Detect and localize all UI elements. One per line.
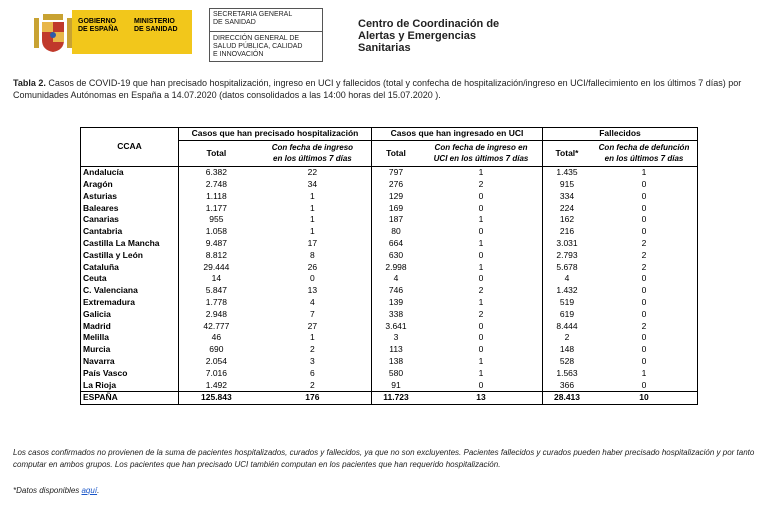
- value-cell: 1: [478, 261, 484, 272]
- table-row: [81, 226, 698, 238]
- value-cell: 1: [310, 226, 315, 237]
- value-cell: 1.492: [179, 379, 254, 391]
- value-cell: 29.444: [179, 261, 254, 273]
- value-cell: 6.382: [179, 166, 254, 178]
- direccion-line-2: SALUD PÚBLICA, CALIDAD: [213, 43, 303, 50]
- value-cell: 13: [420, 391, 543, 404]
- ccaa-name-cell: Ceuta: [81, 273, 179, 285]
- value-cell: 28.413: [543, 391, 592, 404]
- group-header-hosp: Casos que han precisado hospitalización: [179, 128, 372, 141]
- value-cell: 2: [310, 344, 315, 355]
- table-row: [81, 344, 698, 356]
- value-cell: 4: [543, 273, 592, 285]
- table-row: [81, 367, 698, 379]
- ministry-box: [209, 8, 323, 62]
- ccaa-name-cell: Murcia: [81, 344, 179, 356]
- ccaa-name-cell: Cantabria: [81, 226, 179, 238]
- value-cell: 2: [310, 379, 315, 390]
- table-row: [81, 379, 698, 391]
- value-cell: 2: [591, 249, 698, 261]
- data-availability-note: [13, 486, 99, 495]
- value-cell: 0: [591, 379, 698, 391]
- value-cell: 0: [591, 344, 698, 356]
- value-cell: 4: [310, 296, 315, 307]
- value-cell: 0: [591, 190, 698, 202]
- table-row: [81, 190, 698, 202]
- value-cell: 5.847: [179, 285, 254, 297]
- value-cell: 1.778: [179, 297, 254, 309]
- value-cell: 0: [591, 308, 698, 320]
- value-cell: 338: [372, 308, 421, 320]
- table-row: [81, 356, 698, 368]
- value-cell: 1: [478, 167, 484, 178]
- table-row: [81, 238, 698, 250]
- table-row: [81, 214, 698, 226]
- footnote-text: Los casos confirmados no provienen de la suma de pacientes hospitalizados, curados y fallecidos, ya que no son excluyentes. Pacientes fallecidos y curados pueden haber precisado hospitalización y por tanto computar en ambos grupos. Los pacientes que han precisado UCI también computan en los pacientes que han requerido hospitalización.: [13, 448, 755, 469]
- value-cell: 2.948: [179, 308, 254, 320]
- ministerio-line-1: MINISTERIO: [134, 18, 175, 25]
- ccaa-name-cell: Castilla La Mancha: [81, 238, 179, 250]
- value-cell: 664: [372, 238, 421, 250]
- value-cell: 1: [478, 237, 484, 248]
- value-cell: 1: [310, 214, 315, 225]
- value-cell: 4: [372, 273, 421, 285]
- subheader-hosp-recent-line-2: en los últimos 7 días: [273, 154, 352, 164]
- table-row: [81, 166, 698, 178]
- value-cell: 0: [478, 226, 484, 237]
- value-cell: 224: [543, 202, 592, 214]
- ccaa-header: CCAA: [81, 128, 179, 167]
- value-cell: 746: [372, 285, 421, 297]
- value-cell: 2: [591, 238, 698, 250]
- table-row: [81, 202, 698, 214]
- value-cell: 2.793: [543, 249, 592, 261]
- value-cell: 0: [591, 273, 698, 285]
- centro-line-2: Alertas y Emergencias: [358, 30, 477, 42]
- group-header-uci: Casos que han ingresado en UCI: [372, 128, 543, 141]
- value-cell: 0: [478, 249, 484, 260]
- value-cell: 1.118: [179, 190, 254, 202]
- value-cell: 1: [478, 214, 484, 225]
- caption-label: Tabla 2.: [13, 78, 46, 88]
- value-cell: 10: [591, 391, 698, 404]
- ccaa-name-cell: Extremadura: [81, 297, 179, 309]
- value-cell: 2.054: [179, 356, 254, 368]
- value-cell: 1: [591, 166, 698, 178]
- value-cell: 630: [372, 249, 421, 261]
- gobierno-line-2: DE ESPAÑA: [78, 26, 119, 33]
- ccaa-name-cell: Castilla y León: [81, 249, 179, 261]
- value-cell: 0: [591, 356, 698, 368]
- value-cell: 519: [543, 297, 592, 309]
- value-cell: 34: [307, 178, 318, 189]
- value-cell: 0: [591, 202, 698, 214]
- ccaa-name-cell: Navarra: [81, 356, 179, 368]
- value-cell: 14: [179, 273, 254, 285]
- table-row: [81, 249, 698, 261]
- ministry-divider: [210, 31, 322, 32]
- subheader-fallecidos-recent-line-1: Con fecha de defunción: [598, 143, 690, 153]
- table-row: [81, 308, 698, 320]
- value-cell: 619: [543, 308, 592, 320]
- value-cell: 162: [543, 214, 592, 226]
- group-header-fallecidos: Fallecidos: [543, 128, 698, 141]
- value-cell: 2: [478, 308, 484, 319]
- value-cell: 1.435: [543, 166, 592, 178]
- value-cell: 187: [372, 214, 421, 226]
- ccaa-name-cell: ESPAÑA: [81, 391, 179, 404]
- value-cell: 0: [478, 379, 484, 390]
- table-body: [81, 166, 698, 404]
- value-cell: 5.678: [543, 261, 592, 273]
- value-cell: 2.998: [372, 261, 421, 273]
- subheader-fallecidos-recent-line-2: en los últimos 7 días: [604, 154, 684, 164]
- value-cell: 17: [307, 237, 318, 248]
- table-row: [81, 332, 698, 344]
- value-cell: 125.843: [179, 391, 254, 404]
- table-row: [81, 179, 698, 191]
- table-caption: [13, 77, 773, 101]
- subheader-hosp-recent: [254, 140, 372, 166]
- value-cell: 169: [372, 202, 421, 214]
- value-cell: 2: [591, 320, 698, 332]
- value-cell: 0: [478, 190, 484, 201]
- availability-suffix: .: [97, 486, 100, 495]
- value-cell: 13: [307, 285, 318, 296]
- total-row: [81, 391, 698, 404]
- subheader-uci-recent: [420, 140, 543, 166]
- value-cell: 3.641: [372, 320, 421, 332]
- value-cell: 0: [478, 320, 484, 331]
- secretaria-line-2: DE SANIDAD: [213, 19, 256, 26]
- value-cell: 0: [591, 285, 698, 297]
- direccion-line-3: E INNOVACIÓN: [213, 51, 264, 58]
- value-cell: 0: [478, 332, 484, 343]
- value-cell: 8.812: [179, 249, 254, 261]
- value-cell: 1.058: [179, 226, 254, 238]
- table-row: [81, 273, 698, 285]
- ccaa-name-cell: País Vasco: [81, 367, 179, 379]
- value-cell: 334: [543, 190, 592, 202]
- caption-text: Casos de COVID-19 que han precisado hospitalización, ingreso en UCI y fallecidos (total y confecha de hospitalización/ingreso en UCI/fallecimiento en los últimos 7 días) por Comunidades Autónomas en España a 14.07.2020 (datos consolidados a las 14:00 horas del 15.07.2020 ).: [13, 78, 742, 100]
- value-cell: 2: [478, 178, 484, 189]
- value-cell: 2: [591, 261, 698, 273]
- subheader-uci-recent-line-1: Con fecha de ingreso en: [434, 143, 528, 153]
- value-cell: 129: [372, 190, 421, 202]
- value-cell: 0: [310, 273, 315, 284]
- value-cell: 27: [307, 320, 318, 331]
- coat-of-arms-icon: [34, 10, 72, 56]
- value-cell: 26: [307, 261, 318, 272]
- value-cell: 138: [372, 356, 421, 368]
- value-cell: 0: [478, 344, 484, 355]
- value-cell: 0: [478, 202, 484, 213]
- value-cell: 1: [478, 296, 484, 307]
- subheader-fallecidos-total: Total*: [543, 140, 592, 166]
- value-cell: 91: [372, 379, 421, 391]
- ccaa-name-cell: Andalucía: [81, 166, 179, 178]
- subheader-uci-total: Total: [372, 140, 421, 166]
- ccaa-name-cell: La Rioja: [81, 379, 179, 391]
- value-cell: 0: [591, 297, 698, 309]
- value-cell: 3: [372, 332, 421, 344]
- value-cell: 0: [591, 226, 698, 238]
- centro-line-3: Sanitarias: [358, 42, 411, 54]
- value-cell: 0: [478, 273, 484, 284]
- value-cell: 3: [310, 355, 315, 366]
- ccaa-name-cell: Aragón: [81, 179, 179, 191]
- value-cell: 7.016: [179, 367, 254, 379]
- table-row: [81, 297, 698, 309]
- value-cell: 3.031: [543, 238, 592, 250]
- value-cell: 8: [310, 249, 315, 260]
- value-cell: 46: [179, 332, 254, 344]
- availability-text: *Datos disponibles: [13, 486, 82, 495]
- ccaa-name-cell: Asturias: [81, 190, 179, 202]
- value-cell: 176: [254, 391, 372, 404]
- value-cell: 1: [478, 367, 484, 378]
- secretaria-line-1: SECRETARIA GENERAL: [213, 11, 293, 18]
- ccaa-name-cell: Madrid: [81, 320, 179, 332]
- value-cell: 1: [310, 332, 315, 343]
- covid-table: [80, 127, 698, 405]
- centro-line-1: Centro de Coordinación de: [358, 18, 500, 30]
- value-cell: 2.748: [179, 179, 254, 191]
- subheader-uci-recent-line-2: UCI en los últimos 7 días: [433, 154, 529, 164]
- value-cell: 690: [179, 344, 254, 356]
- value-cell: 113: [372, 344, 421, 356]
- value-cell: 22: [307, 167, 318, 178]
- value-cell: 955: [179, 214, 254, 226]
- ccaa-name-cell: Baleares: [81, 202, 179, 214]
- value-cell: 1.563: [543, 367, 592, 379]
- value-cell: 80: [372, 226, 421, 238]
- value-cell: 915: [543, 179, 592, 191]
- ccaa-name-cell: Galicia: [81, 308, 179, 320]
- value-cell: 2: [478, 285, 484, 296]
- value-cell: 0: [591, 332, 698, 344]
- value-cell: 1: [310, 202, 315, 213]
- value-cell: 9.487: [179, 238, 254, 250]
- gobierno-line-1: GOBIERNO: [78, 18, 117, 25]
- direccion-line-1: DIRECCIÓN GENERAL DE: [213, 35, 300, 42]
- ccaa-name-cell: C. Valenciana: [81, 285, 179, 297]
- ministry-label: [134, 18, 178, 34]
- table-row: [81, 320, 698, 332]
- ccaa-name-cell: Melilla: [81, 332, 179, 344]
- value-cell: 1.177: [179, 202, 254, 214]
- ministerio-line-2: DE SANIDAD: [134, 26, 178, 33]
- government-label: [78, 18, 118, 34]
- value-cell: 0: [591, 214, 698, 226]
- subheader-hosp-total: Total: [179, 140, 254, 166]
- table-row: [81, 285, 698, 297]
- value-cell: 148: [543, 344, 592, 356]
- ccaa-name-cell: Cataluña: [81, 261, 179, 273]
- value-cell: 580: [372, 367, 421, 379]
- value-cell: 139: [372, 297, 421, 309]
- value-cell: 797: [372, 166, 421, 178]
- table-row: [81, 261, 698, 273]
- value-cell: 8.444: [543, 320, 592, 332]
- value-cell: 6: [310, 367, 315, 378]
- value-cell: 1: [591, 367, 698, 379]
- value-cell: 366: [543, 379, 592, 391]
- value-cell: 11.723: [372, 391, 421, 404]
- ccaa-name-cell: Canarias: [81, 214, 179, 226]
- value-cell: 42.777: [179, 320, 254, 332]
- centro-title: [358, 18, 499, 54]
- value-cell: 0: [591, 179, 698, 191]
- subheader-fallecidos-recent: [591, 140, 698, 166]
- value-cell: 216: [543, 226, 592, 238]
- aqui-link[interactable]: aquí: [81, 486, 98, 495]
- value-cell: 1: [478, 355, 484, 366]
- value-cell: 528: [543, 356, 592, 368]
- value-cell: 276: [372, 179, 421, 191]
- subheader-hosp-recent-line-1: Con fecha de ingreso: [271, 143, 354, 153]
- value-cell: 1.432: [543, 285, 592, 297]
- value-cell: 7: [310, 308, 315, 319]
- document-header: [0, 0, 784, 64]
- value-cell: 1: [310, 190, 315, 201]
- value-cell: 2: [543, 332, 592, 344]
